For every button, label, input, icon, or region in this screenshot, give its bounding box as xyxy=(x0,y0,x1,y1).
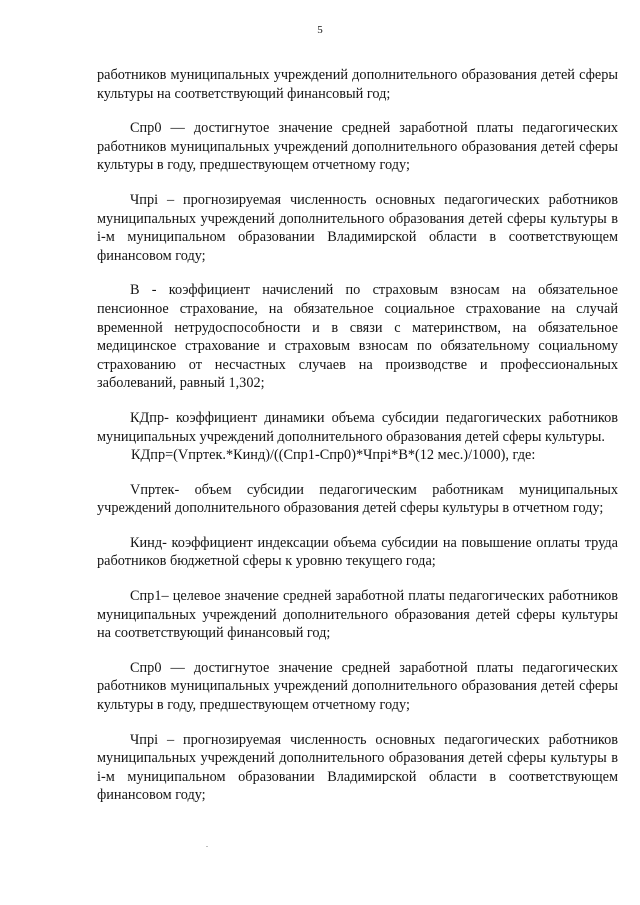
paragraph-chpri-definition-repeat: Чпрі – прогнозируемая численность основных педагогических работников муниципальных учреждений дополнительного образования детей сферы культуры в і-м муниципальном образовании Владимирской области в соответствующем финансовом году; xyxy=(97,731,618,804)
document-body xyxy=(97,66,618,805)
formula-kdpr: КДпр=(Vпртек.*Кинд)/((Спр1-Спр0)*Чпрі*В*(12 мес.)/1000), где: xyxy=(131,447,536,464)
paragraph-spr1-definition: Спр1– целевое значение средней заработной платы педагогических работников муниципальных учреждений дополнительного образования детей сферы культуры на соответствующий финансовый год; xyxy=(97,588,618,642)
paragraph-continuation: работников муниципальных учреждений дополнительного образования детей сферы культуры на соответствующий финансовый год; xyxy=(97,67,618,102)
paragraph-spr0-definition-repeat: Спр0 — достигнутое значение средней заработной платы педагогических работников муниципальных учреждений дополнительного образования детей сферы культуры в году, предшествующем отчетному году; xyxy=(97,659,618,714)
paragraph-spr0-definition: Спр0 — достигнутое значение средней заработной платы педагогических работников муниципальных учреждений дополнительного образования детей сферы культуры в году, предшествующем отчетному году; xyxy=(97,120,618,174)
paragraph-vprtek-definition: Vпртек- объем субсидии педагогическим работникам муниципальных учреждений дополнительного образования детей сферы культуры в отчетном году; xyxy=(97,481,618,517)
paragraph-kdpr-definition: КДпр- коэффициент динамики объема субсидии педагогических работников муниципальных учреждений дополнительного образования детей сферы культуры. xyxy=(97,409,618,445)
paragraph-kind-definition: Кинд- коэффициент индексации объема субсидии на повышение оплаты труда работников бюджетной сферы к уровню текущего года; xyxy=(97,534,618,570)
scan-speck xyxy=(206,846,208,847)
paragraph-b-coefficient-definition: В - коэффициент начислений по страховым взносам на обязательное пенсионное страхование, на обязательное социальное страхование на случай временной нетрудоспособности и в связи с материнством, на обязательное медицинское страхование и страховым взносам по обязательному социальному страхованию от несчастных случаев на производстве и профессиональных заболеваний, равный 1,302; xyxy=(97,282,618,392)
page-number: 5 xyxy=(317,24,323,36)
paragraph-chpri-definition: Чпрі – прогнозируемая численность основных педагогических работников муниципальных учреждений дополнительного образования детей сферы культуры в і-м муниципальном образовании Владимирской области в соответствующем финансовом году; xyxy=(97,191,618,264)
